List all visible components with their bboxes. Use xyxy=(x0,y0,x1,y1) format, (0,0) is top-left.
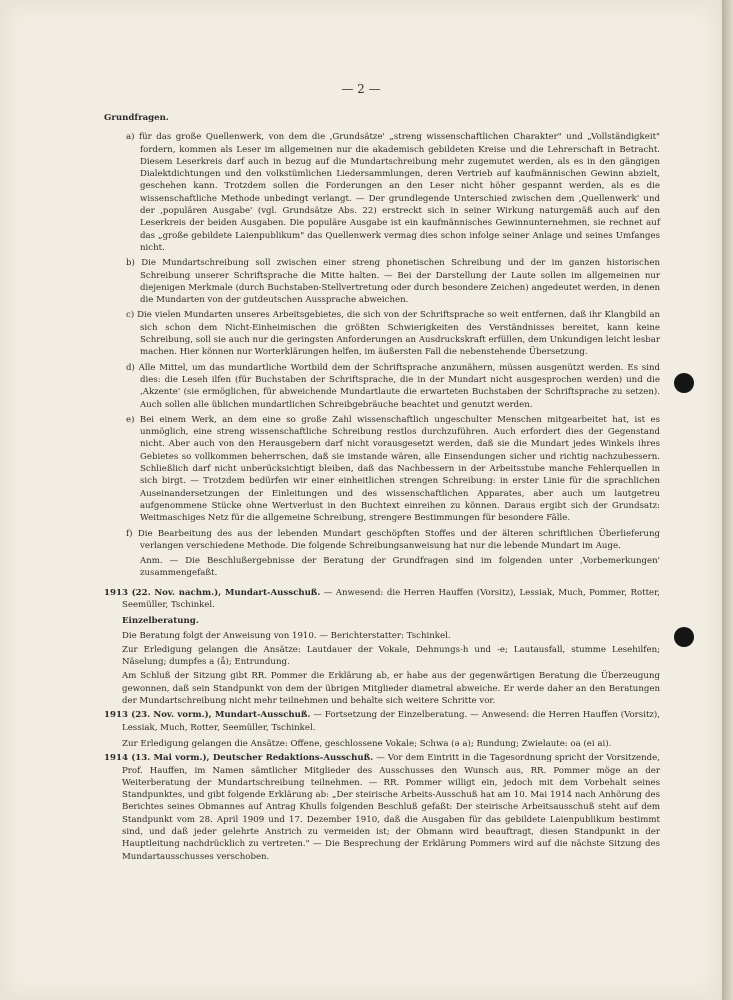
subsection-heading: Einzelberatung. xyxy=(122,616,199,627)
session-entry: 1913 (22. Nov. nachm.), Mundart-Ausschuß. — Anwesend: die Herren Hauffen (Vorsitz), Lessiak, Much, Pommer, Rotter, Seemüller, Tschinkel. xyxy=(104,587,661,610)
section-heading: Grundfragen. xyxy=(104,113,169,123)
session-entry: 1914 (13. Mai vorm.), Deutscher Redaktions-Ausschuß. — Vor dem Eintritt in die Tagesordnung spricht der Vorsitzende, Prof. Hauffen, im Namen sämtlicher Mitglieder des Ausschusses den Wunsch aus, RR. Pommer möge an der Weiterberatung der Mundartschreibung teilnehmen. — RR. Pommer willigt ein, jedoch mit dem Vorbehalt seines Standpunktes, und gibt folgende Erklärung ab: „Der steirische Arbeits-Ausschuß hat am 10. Mai 1914 nach Anhörung des Berichtes seines Obmannes auf Antrag Khulls folgenden Beschluß gefaßt: Der steirische Arbeitsausschuß steht auf dem Standpunkt vom 28. April 1909 und 17. Dezember 1910, daß die Ausgaben für das gebildete Laienpublikum bestimmt sind, und daß jeder gelehrte Anstrich zu vermeiden ist; der Obmann wird beauftragt, diesen Standpunkt in der Hauptleitung nachdrücklich zu vertreten." — Die Besprechung der Erklärung Pommers wird auf die nächste Sitzung des Mundartausschusses verschoben. xyxy=(104,753,660,862)
page-body xyxy=(104,112,660,867)
list-item: d) Alle Mittel, um das mundartliche Wortbild dem der Schriftsprache anzunähern, müssen ausgenützt werden. Es sind dies: die Leseh ilfen (für Buchstaben der Schriftsprache, die in der Mundart nicht ausgesprochen werden) und die ‚Akzente' (sie ermöglichen, für abweichende Mundartlaute die erwarteten Buchstaben der Schriftsprache zu setzen). Auch sollen alle üblichen mundartlichen Schreibgebräuche beachtet und genutzt werden. xyxy=(126,362,660,410)
list-item: c) Die vielen Mundarten unseres Arbeitsgebietes, die sich von der Schriftsprache so weit entfernen, daß ihr Klangbild an sich schon dem Nicht-Einheimischen die größten Schwierigkeiten des Verständnisses bereitet, kann keine Schreibung, soll sie auch nur die geringsten Anforderungen an Ausdruckskraft erfüllen, dem Unkundigen leicht lesbar machen. Hier können nur Worterklärungen helfen, im äußersten Fall die nebenstehende Übersetzung. xyxy=(126,310,660,358)
note: Anm. — Die Beschlußergebnisse der Beratung der Grundfragen sind im folgenden unter ‚Vorbemerkungen' zusammengefaßt. xyxy=(140,556,660,579)
punch-hole xyxy=(674,373,694,393)
paragraph: Zur Erledigung gelangen die Ansätze: Offene, geschlossene Vokale; Schwa (ə a); Rundung; Zwielaute: oa (ei ai). xyxy=(122,738,612,749)
list-item: a) für das große Quellenwerk, von dem die ‚Grundsätze' „streng wissenschaftlichen Charakter" und „Vollständigkeit" fordern, kommen als Leser im allgemeinen nur die akademisch gebildeten Kreise und die Lehrerschaft in Betracht. Diesem Leserkreis darf auch in bezug auf die Mundartschreibung mehr zugemutet werden, als es in den gängigen Dialektdichtungen und den volkstümlichen Liedersammlungen, deren Vertrieb auf kaufmännischen Gewinn abzielt, geschehen kann. Trotzdem sollen die Forderungen an den Leser nicht höher gespannt werden, als es die wissenschaftliche Methode unbedingt verlangt. — Der grundlegende Unterschied zwischen dem ‚Quellenwerk' und der ‚populären Ausgabe' (vgl. Grundsätze Abs. 22) erstreckt sich in seiner Wirkung naturgemäß auch auf den Leserkreis der beiden Ausgaben. Die populäre Ausgabe ist ein kaufmännisches Gewinnunternehmen, sie rechnet auf das „große gebildete Laienpublikum" das Quellenwerk vermag dies schon infolge seiner Anlage und seines Umfanges nicht. xyxy=(126,132,660,253)
list-item: e) Bei einem Werk, an dem eine so große Zahl wissenschaftlich ungeschulter Menschen mitgearbeitet hat, ist es unmöglich, eine streng wissenschaftliche Schreibung restlos durchzuführen. Auch erfordert dies der Gegenstand nicht. Aber auch von den Herausgebern darf nicht vorausgesetzt werden, daß sie die Mundart jedes Winkels ihres Gebietes so vollkommen beherrschen, daß sie imstande wären, alle Einsendungen sicher und richtig nachzubessern. Schließlich darf nicht unberücksichtigt bleiben, daß das Nachbessern in der Arbeitsstube manche Fehlerquellen in sich birgt. — Trotzdem bedürfen wir einer einheitlichen strengen Schreibung: in erster Linie für die sprachlichen Auseinandersetzungen der Einleitungen und des wissenschaftlichen Apparates, aber auch um lautgetreu aufgenommene Stücke ohne Wertverlust in den Buchtext einreihen zu können. Daraus ergibt sich der Grundsatz: Weitmaschiges Netz für die allgemeine Schreibung, strengere Bestimmungen für besondere Fälle. xyxy=(126,414,660,524)
page-edge xyxy=(722,0,733,1000)
page-number: — 2 — xyxy=(341,82,381,96)
punch-hole xyxy=(674,627,694,647)
list-item: b) Die Mundartschreibung soll zwischen einer streng phonetischen Schreibung und der im ganzen historischen Schreibung unserer Schriftsprache die Mitte halten. — Bei der Darstellung der Laute sollen im allgemeinen nur diejenigen Merkmale (durch Buchstaben-Stellvertretung oder durch besondere Zeichen) angedeutet werden, in denen die Mundarten von der gutdeutschen Aussprache abweichen. xyxy=(126,258,661,306)
list-item: f) Die Bearbeitung des aus der lebenden Mundart geschöpften Stoffes und der älteren schriftlichen Überlieferung verlangen verschiedene Methode. Die folgende Schreibungsanweisung hat nur die lebende Mundart im Auge. xyxy=(126,528,660,551)
paragraph: Zur Erledigung gelangen die Ansätze: Lautdauer der Vokale, Dehnungs-h und -e; Lautausfall, stumme Lesehilfen; Näselung; dumpfes a (å); Entrundung. xyxy=(122,644,660,668)
session-entry: 1913 (23. Nov. vorm.), Mundart-Ausschuß. — Fortsetzung der Einzelberatung. — Anwesend: die Herren Hauffen (Vorsitz), Lessiak, Much, Rotter, Seemüller, Tschinkel. xyxy=(104,710,661,733)
paragraph: Die Beratung folgt der Anweisung von 1910. — Berichterstatter: Tschinkel. xyxy=(122,630,451,641)
paragraph: Am Schluß der Sitzung gibt RR. Pommer die Erklärung ab, er habe aus der gegenwärtigen Beratung die Überzeugung gewonnen, daß sein Standpunkt von dem der übrigen Mitglieder diametral abweiche. Er werde daher an den Beratungen der Mundartschreibung nicht mehr teilnehmen und behalte sich weitere Schritte vor. xyxy=(122,671,660,707)
